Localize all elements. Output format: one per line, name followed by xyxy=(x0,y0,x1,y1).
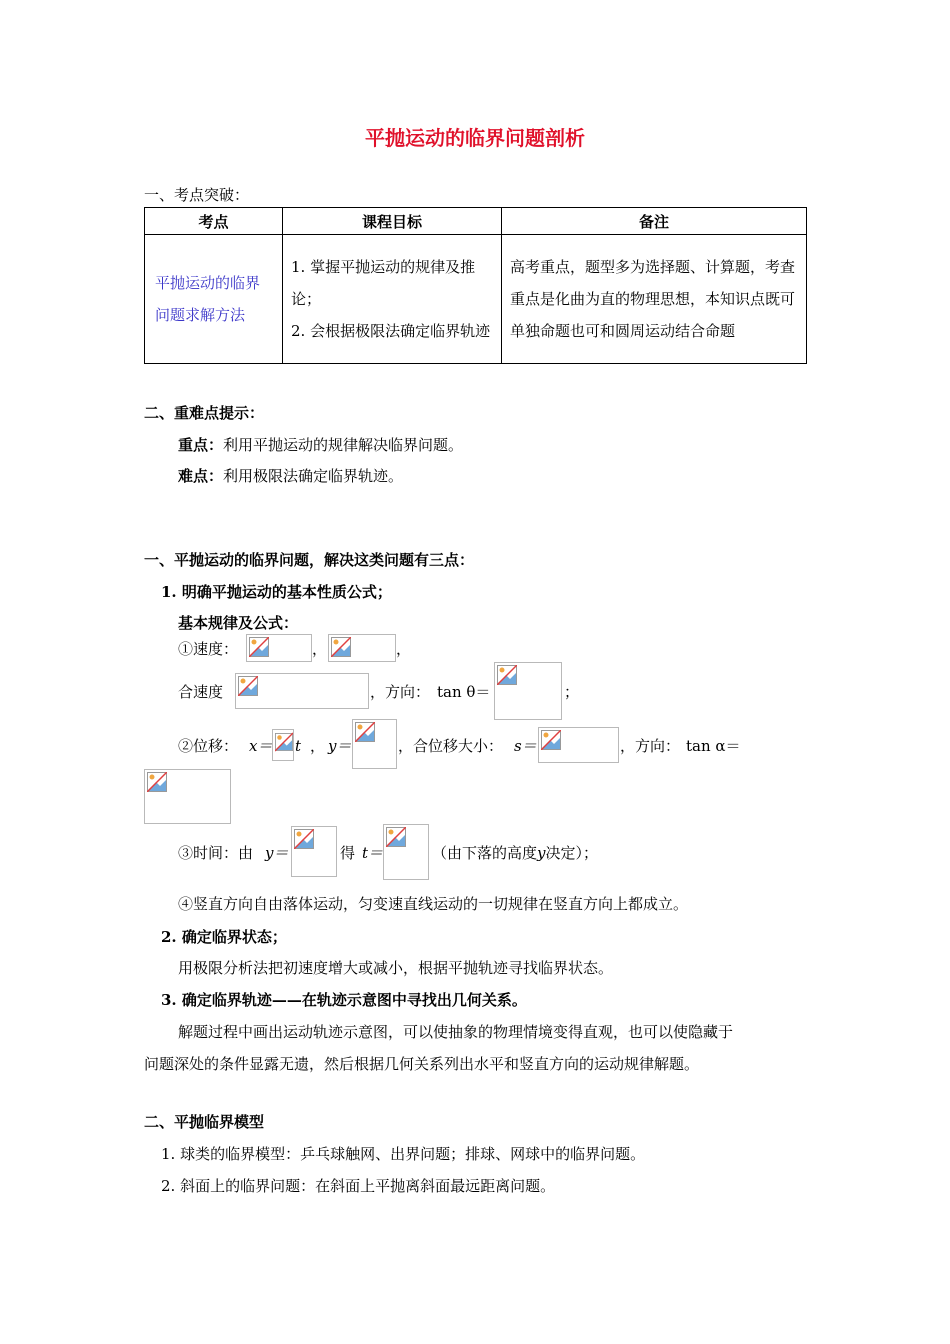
part2-heading: 二、平抛临界模型 xyxy=(144,1113,265,1131)
vertical-motion-text: ④竖直方向自由落体运动，匀变速直线运动的一切规律在竖直方向上都成立。 xyxy=(178,895,689,913)
tan-theta: tan θ＝ xyxy=(437,683,491,701)
total-displacement-label: ，合位移大小： xyxy=(398,737,504,755)
rules-title: 基本规律及公式： xyxy=(178,614,299,632)
broken-image-icon xyxy=(294,829,314,849)
displacement-label: ②位移： xyxy=(178,737,239,755)
direction-label: ，方向： xyxy=(620,737,681,755)
document-title: 平抛运动的临界问题剖析 xyxy=(365,126,585,150)
t-equals: t＝ xyxy=(362,844,384,862)
item3-text-line1: 解题过程中画出运动轨迹示意图，可以使抽象的物理情境变得直观，也可以使隐藏于 xyxy=(178,1023,734,1041)
x-equals: x＝ xyxy=(249,737,273,755)
hard-text: 利用极限法确定临界轨迹。 xyxy=(223,467,404,485)
key-text: 利用平抛运动的规律解决临界问题。 xyxy=(223,436,464,454)
semicolon: ； xyxy=(564,683,580,701)
formula-image xyxy=(272,729,294,761)
item2-heading: 2. 确定临界状态； xyxy=(161,928,287,946)
formula-image xyxy=(291,826,337,877)
t-variable: t xyxy=(295,737,302,755)
time-note-a: （由下落的高度 xyxy=(432,844,538,862)
combined-speed-label: 合速度 xyxy=(178,683,224,701)
broken-image-icon xyxy=(541,730,561,750)
list-item: 1. 球类的临界模型：乒乓球触网、出界问题；排球、网球中的临界问题。 xyxy=(161,1145,646,1163)
goals-cell xyxy=(283,235,502,364)
formula-image xyxy=(352,719,397,769)
table-header: 课程目标 xyxy=(283,208,502,235)
part1-heading: 一、平抛运动的临界问题，解决这类问题有三点： xyxy=(144,551,475,569)
broken-image-icon xyxy=(275,732,293,752)
comma: ， xyxy=(396,640,412,658)
time-label: ③时间：由 xyxy=(178,844,254,862)
formula-image xyxy=(538,727,619,763)
y-variable: y xyxy=(537,844,546,862)
time-note-b: 决定）； xyxy=(545,844,599,862)
item2-text: 用极限分析法把初速度增大或减小，根据平抛轨迹寻找临界状态。 xyxy=(178,959,614,977)
key-point-line xyxy=(178,436,463,454)
broken-image-icon xyxy=(355,722,375,742)
y-equals: y＝ xyxy=(328,737,352,755)
formula-image xyxy=(246,634,312,662)
formula-image xyxy=(494,662,562,720)
broken-image-icon xyxy=(497,665,517,685)
topic-cell: 平抛运动的临界问题求解方法 xyxy=(145,235,283,364)
table-header: 考点 xyxy=(145,208,283,235)
goal-item: 2. 会根据极限法确定临界轨迹 xyxy=(291,322,491,340)
formula-image xyxy=(144,769,231,824)
list-item: 2. 斜面上的临界问题：在斜面上平抛离斜面最远距离问题。 xyxy=(161,1177,556,1195)
formula-image xyxy=(235,673,369,709)
s-equals: s＝ xyxy=(514,737,537,755)
item3-text-line2: 问题深处的条件显露无遗，然后根据几何关系列出水平和竖直方向的运动规律解题。 xyxy=(144,1055,700,1073)
tan-alpha: tan α＝ xyxy=(686,737,741,755)
y-equals: y＝ xyxy=(265,844,289,862)
comma: ， xyxy=(310,737,326,755)
broken-image-icon xyxy=(249,637,269,657)
formula-image xyxy=(328,634,396,662)
hard-point-line xyxy=(178,467,403,485)
exam-points-table xyxy=(144,207,807,364)
key-label: 重点： xyxy=(178,436,224,454)
table-header: 备注 xyxy=(502,208,807,235)
item1-heading: 1. 明确平抛运动的基本性质公式； xyxy=(161,583,392,601)
hard-label: 难点： xyxy=(178,467,224,485)
de-text: 得 xyxy=(340,844,356,862)
time-note xyxy=(432,844,598,862)
item3-heading: 3. 确定临界轨迹——在轨迹示意图中寻找出几何关系。 xyxy=(161,991,527,1009)
broken-image-icon xyxy=(331,637,351,657)
direction-label: ，方向： xyxy=(370,683,431,701)
comma: ， xyxy=(312,640,328,658)
broken-image-icon xyxy=(238,676,258,696)
table-header-row xyxy=(145,208,807,235)
broken-image-icon xyxy=(386,827,406,847)
section-heading-key-points: 二、重难点提示： xyxy=(144,404,265,422)
goal-item: 1. 掌握平抛运动的规律及推论； xyxy=(291,258,476,308)
formula-image xyxy=(383,824,429,880)
note-cell: 高考重点，题型多为选择题、计算题，考查重点是化曲为直的物理思想，本知识点既可单独命题也可和圆周运动结合命题 xyxy=(502,235,807,364)
broken-image-icon xyxy=(147,772,167,792)
speed-label: ①速度： xyxy=(178,640,239,658)
table-row xyxy=(145,235,807,364)
section-heading-exam-points: 一、考点突破： xyxy=(144,186,250,204)
